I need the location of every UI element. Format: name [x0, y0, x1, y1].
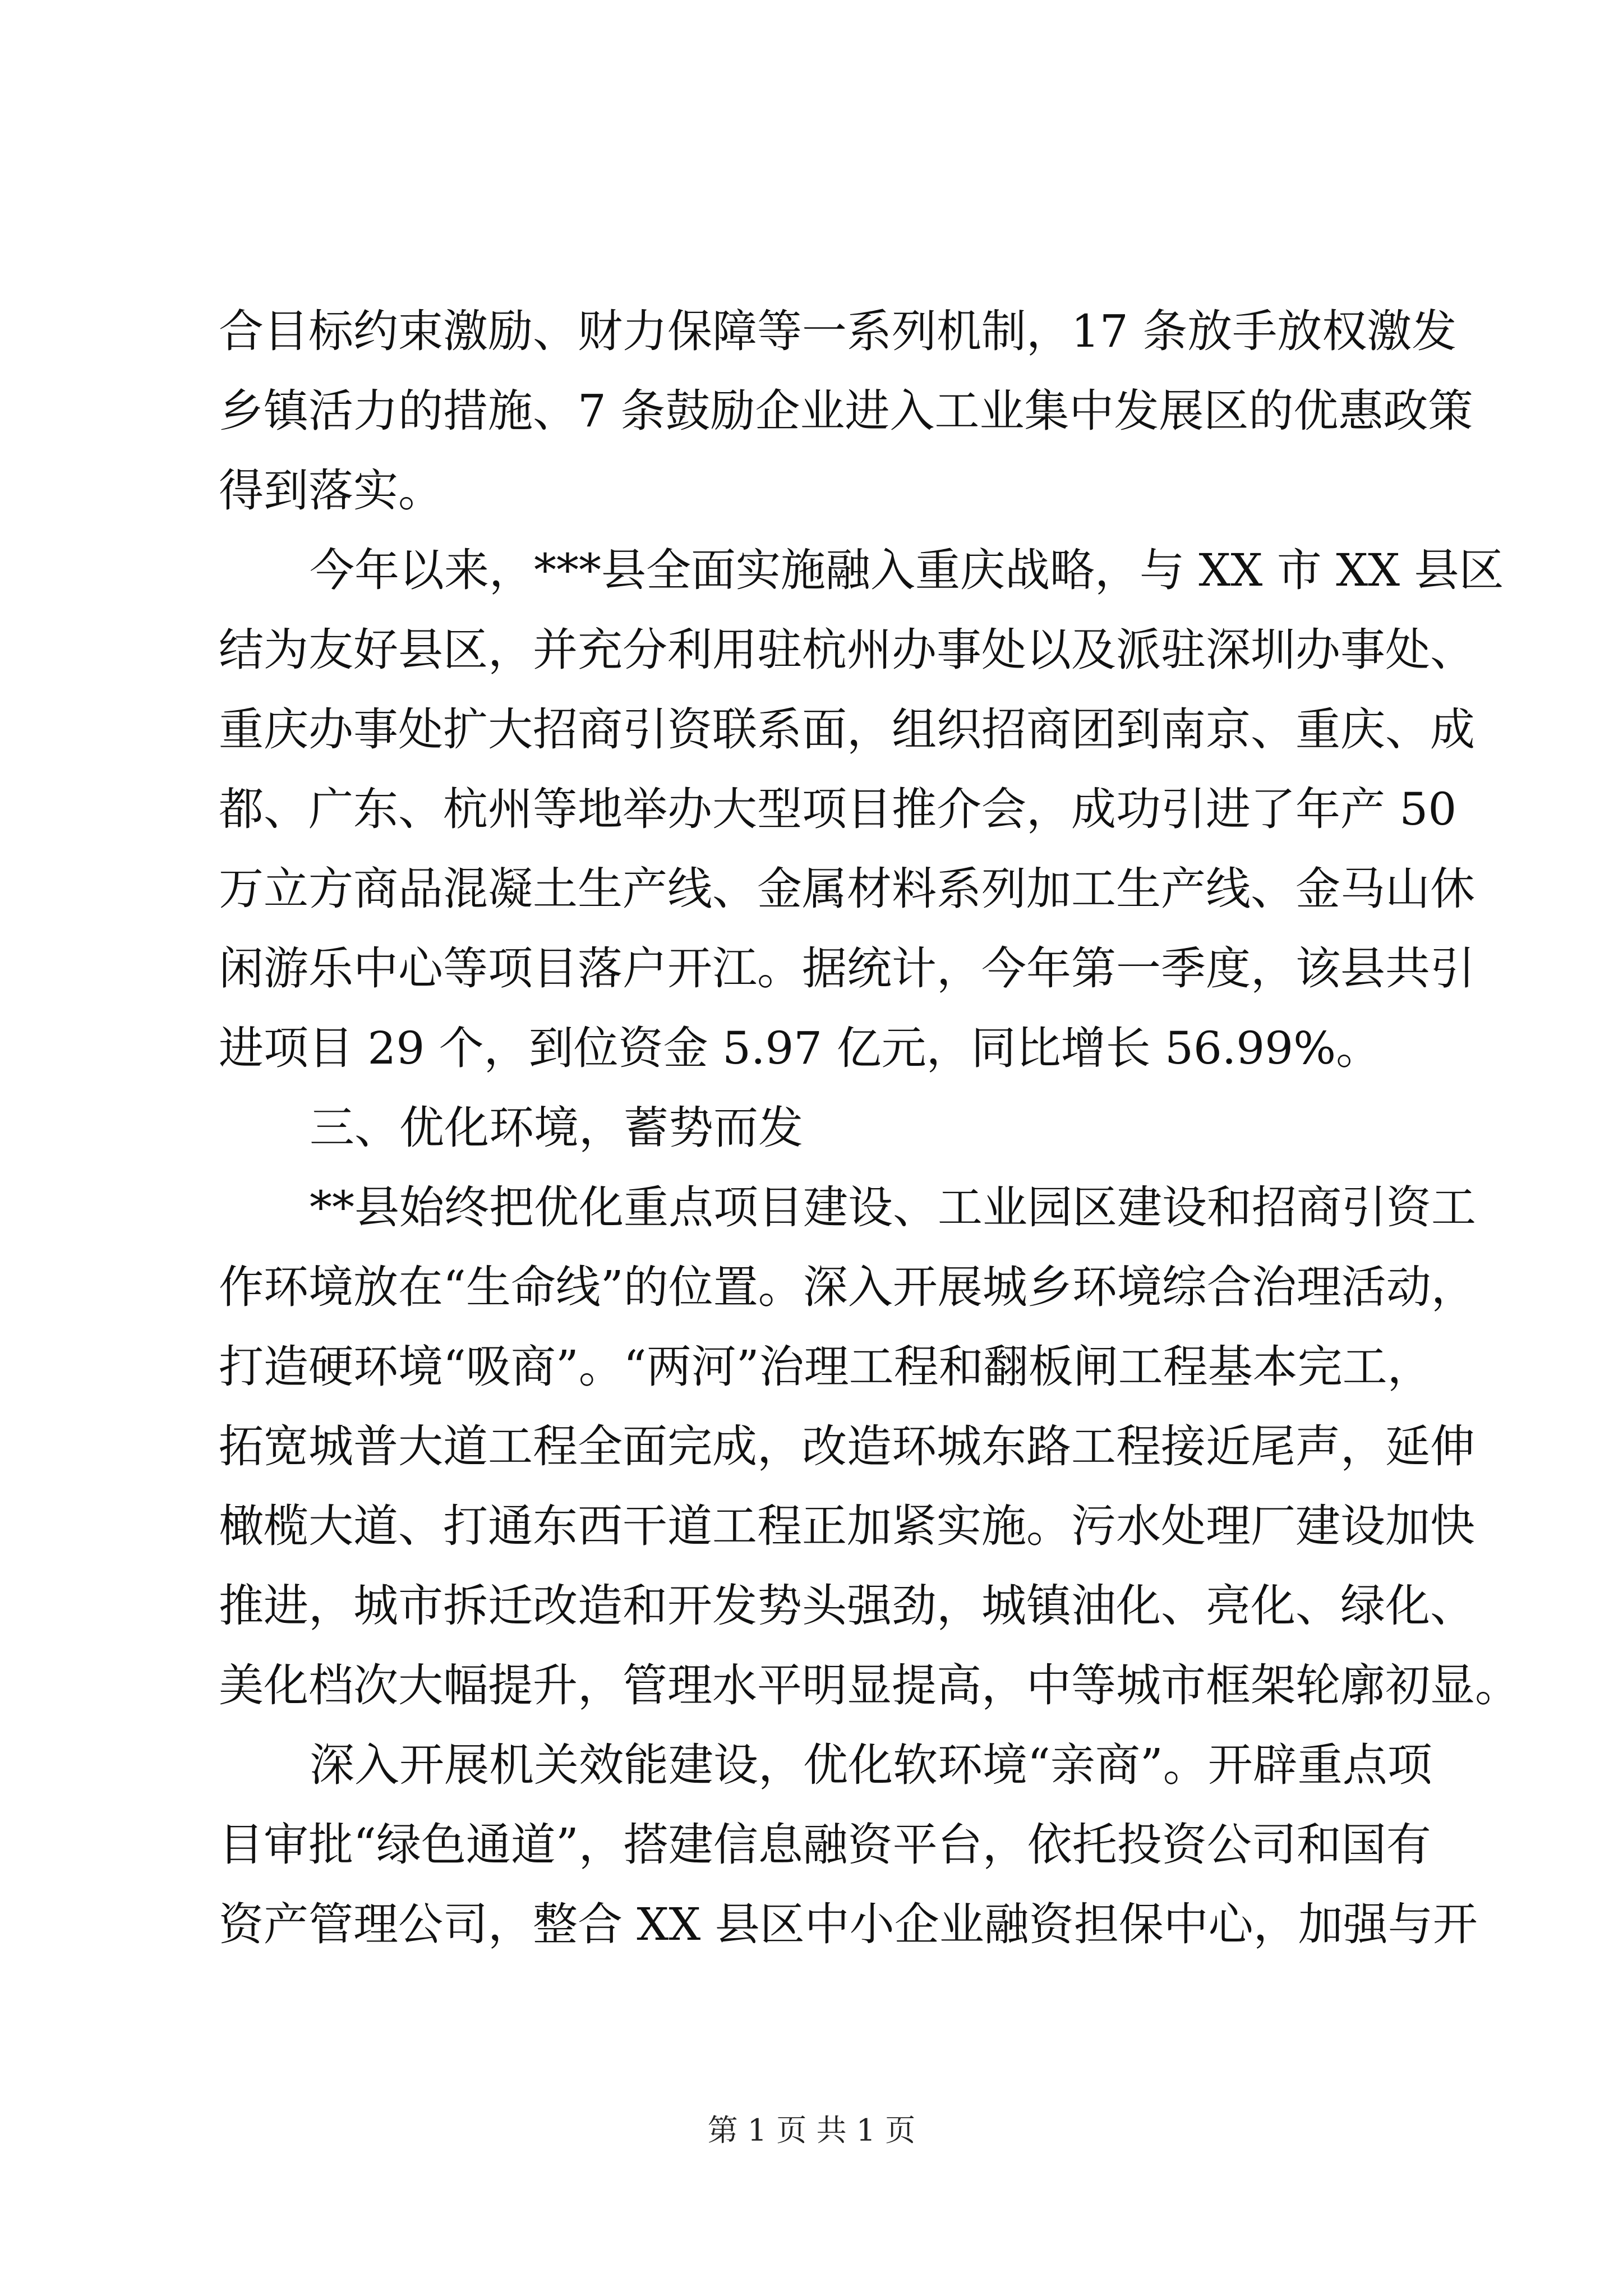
text-line: 结为友好县区，并充分利用驻杭州办事处以及派驻深圳办事处、 [219, 624, 1475, 676]
document-body [219, 292, 1520, 1964]
section-heading: 三、优化环境，蓄势而发 [310, 1102, 803, 1154]
text-line: 合目标约束激励、财力保障等一系列机制，17 条放手放权激发 [219, 305, 1457, 357]
text-line: 得到落实。 [219, 464, 443, 517]
text-line: 乡镇活力的措施、7 条鼓励企业进入工业集中发展区的优惠政策 [219, 385, 1473, 437]
text-line: 进项目 29 个，到位资金 5.97 亿元，同比增长 56.99%。 [219, 1022, 1381, 1074]
text-line: 都、广东、杭州等地举办大型项目推介会，成功引进了年产 50 [219, 783, 1457, 835]
text-line: 美化档次大幅提升，管理水平明显提高，中等城市框架轮廓初显。 [219, 1659, 1520, 1711]
text-line: 橄榄大道、打通东西干道工程正加紧实施。污水处理厂建设加快 [219, 1500, 1475, 1552]
text-line: 重庆办事处扩大招商引资联系面，组织招商团到南京、重庆、成 [219, 703, 1475, 756]
page-footer: 第 1 页 共 1 页 [707, 2113, 916, 2148]
text-line: 闲游乐中心等项目落户开江。据统计，今年第一季度，该县共引 [219, 942, 1475, 995]
text-line: 目审批“绿色通道”，搭建信息融资平台，依托投资公司和国有 [219, 1819, 1431, 1871]
text-line: 万立方商品混凝土生产线、金属材料系列加工生产线、金马山休 [219, 863, 1475, 915]
text-line: 深入开展机关效能建设，优化软环境“亲商”。开辟重点项 [310, 1739, 1432, 1791]
text-line: 拓宽城普大道工程全面完成，改造环城东路工程接近尾声，延伸 [219, 1420, 1475, 1473]
text-line: 推进，城市拆迁改造和开发势头强劲，城镇油化、亮化、绿化、 [219, 1580, 1475, 1632]
text-line: **县始终把优化重点项目建设、工业园区建设和招商引资工 [310, 1181, 1476, 1234]
text-line: 打造硬环境“吸商”。“两河”治理工程和翻板闸工程基本完工， [219, 1341, 1432, 1393]
text-line: 作环境放在“生命线”的位置。深入开展城乡环境综合治理活动， [219, 1261, 1476, 1313]
text-line: 今年以来，***县全面实施融入重庆战略，与 XX 市 XX 县区 [310, 544, 1504, 596]
text-line: 资产管理公司，整合 XX 县区中小企业融资担保中心，加强与开 [219, 1898, 1478, 1950]
